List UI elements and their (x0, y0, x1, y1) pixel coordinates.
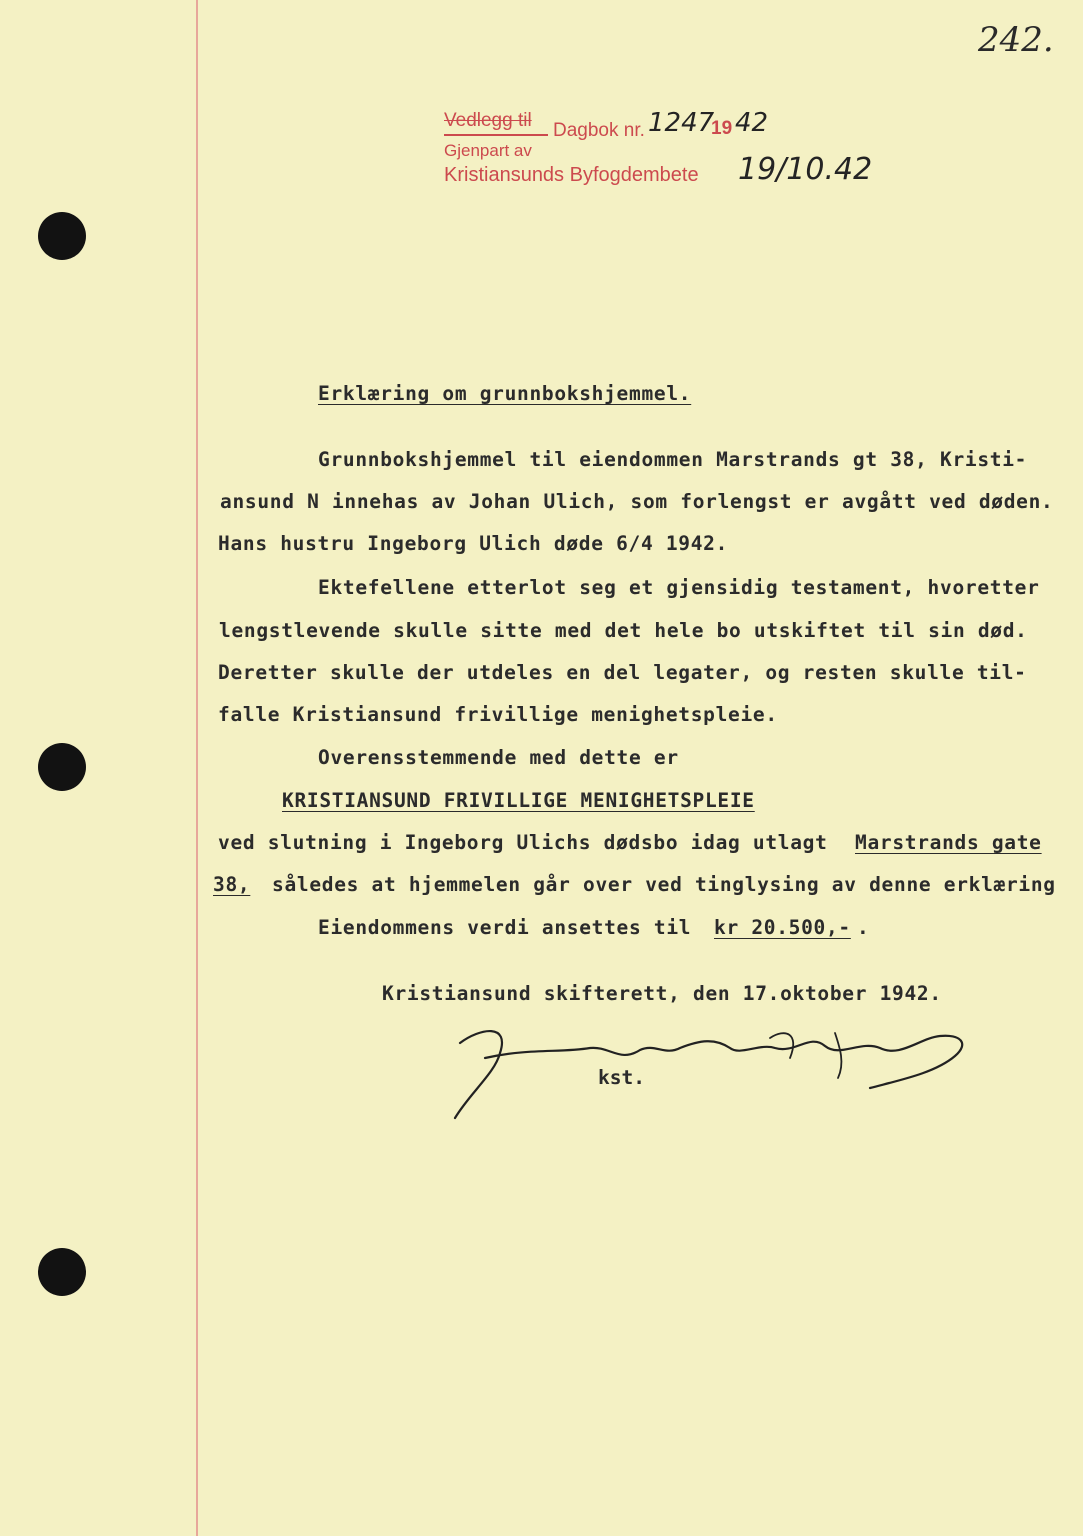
property-number: 38, (213, 873, 251, 896)
punch-hole-bottom (38, 1248, 86, 1296)
text-line: ansund N innehas av Johan Ulich, som forlengst er avgått ved døden. (220, 490, 1054, 513)
text-line: Hans hustru Ingeborg Ulich døde 6/4 1942. (218, 532, 729, 555)
stamp-year-prefix: 19 (711, 118, 733, 139)
text-line: ved slutning i Ingeborg Ulichs dødsbo idag utlagt Marstrands gate (218, 831, 1042, 854)
text-line: Deretter skulle der utdeles en del legater, og resten skulle til- (218, 661, 1027, 684)
stamp-year-suffix: 42 (735, 108, 769, 138)
property-value: kr 20.500,- (714, 916, 851, 939)
text-line: 38, således at hjemmelen går over ved tinglysing av denne erklæring (213, 873, 1056, 896)
stamp-dagbok-number: 1247 (648, 108, 715, 138)
text-line: Eiendommens verdi ansettes til kr 20.500,- . (318, 916, 870, 939)
beneficiary-name: KRISTIANSUND FRIVILLIGE MENIGHETSPLEIE (282, 789, 755, 812)
text-line: lengstlevende skulle sitte med det hele bo utskiftet til sin død. (219, 619, 1028, 642)
property-address: Marstrands gate (855, 831, 1042, 854)
page-number: 242. (978, 20, 1054, 60)
text-line: Overensstemmende med dette er (318, 746, 679, 769)
place-date-line: Kristiansund skifterett, den 17.oktober 1942. (382, 982, 942, 1005)
text-line: Grunnbokshjemmel til eiendommen Marstrands gt 38, Kristi- (318, 448, 1028, 471)
stamp-date: 19/10.42 (738, 152, 873, 187)
stamp-vedlegg-rule (444, 134, 548, 136)
stamp-dagbok-label: Dagbok nr. (553, 120, 645, 141)
signature (440, 1018, 980, 1128)
text-line: Ektefellene etterlot seg et gjensidig testament, hvoretter (318, 576, 1040, 599)
kst-label: kst. (598, 1066, 645, 1089)
stamp-vedlegg: Vedlegg til (444, 110, 532, 131)
stamp-office: Kristiansunds Byfogdembete (444, 164, 699, 186)
document-title: Erklæring om grunnbokshjemmel. (318, 382, 692, 405)
punch-hole-top (38, 212, 86, 260)
stamp-gjenpart: Gjenpart av (444, 141, 532, 160)
text-line: falle Kristiansund frivillige menighetspleie. (218, 703, 778, 726)
